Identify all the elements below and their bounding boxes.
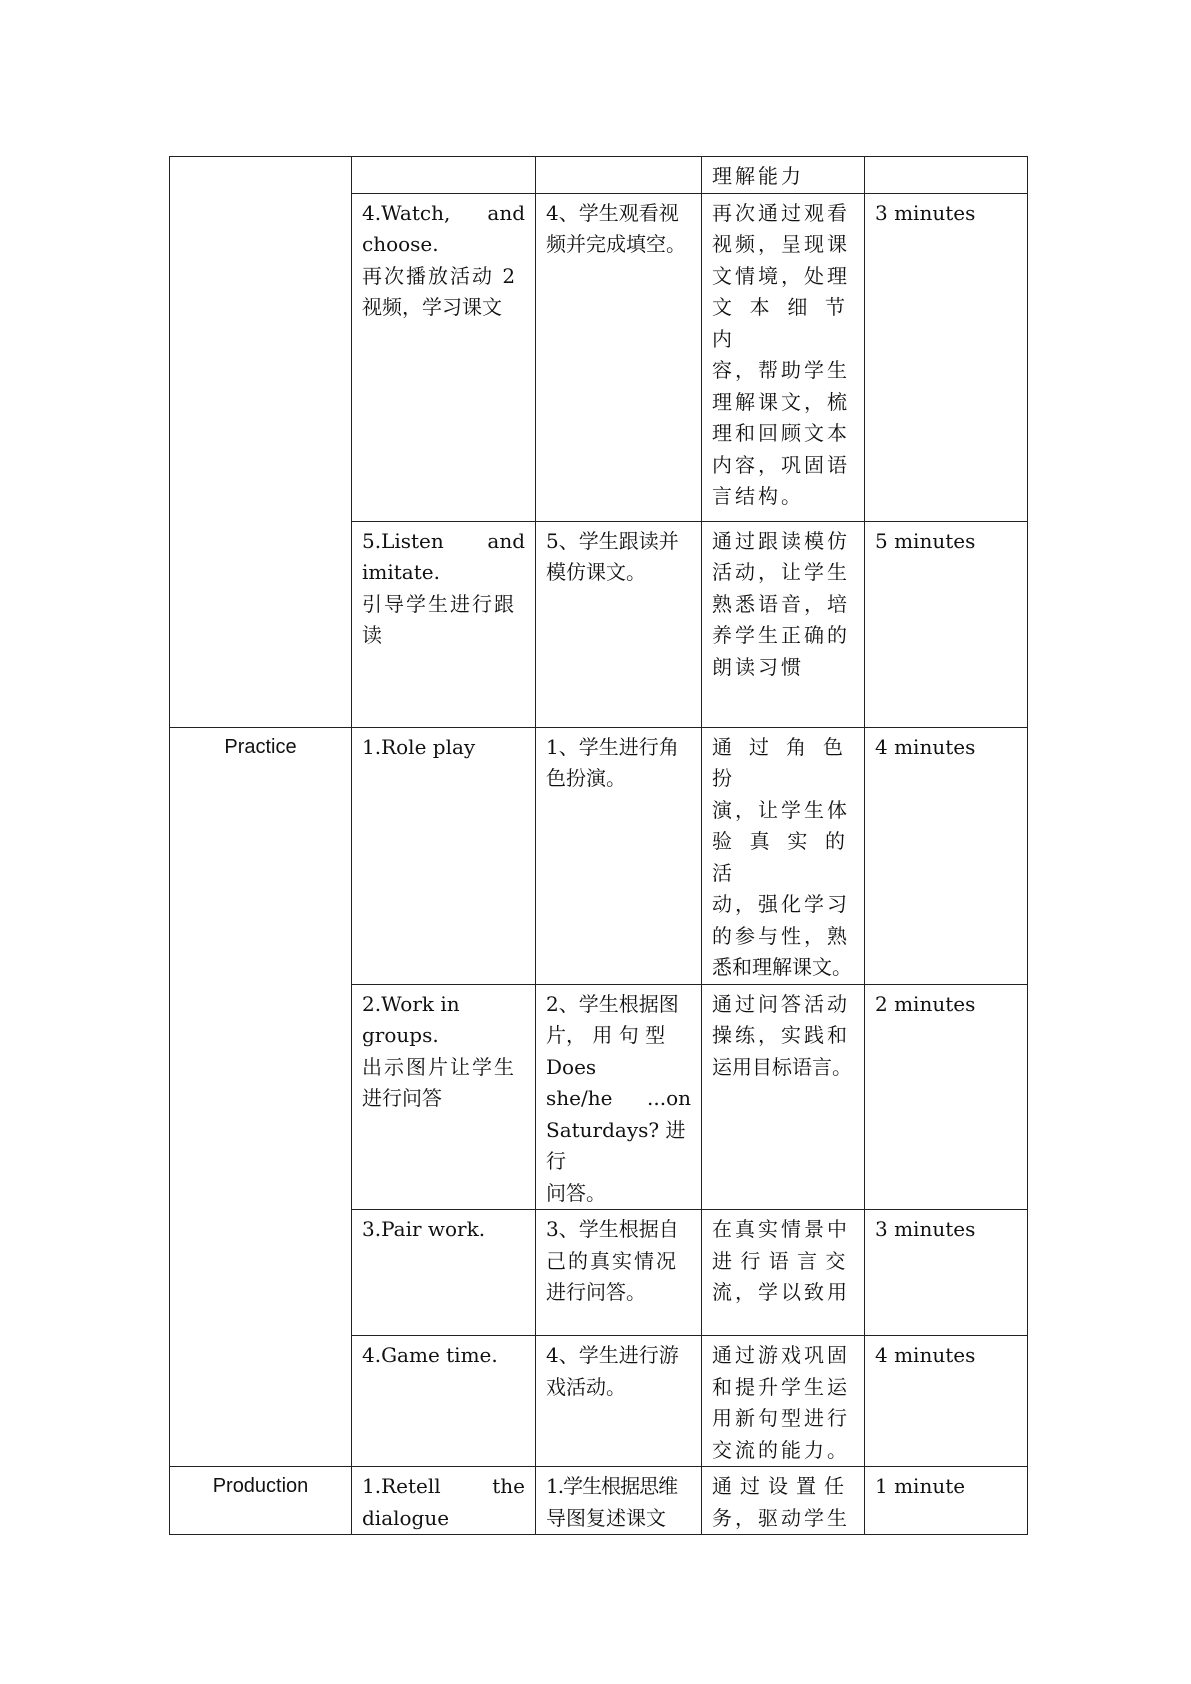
purpose-cell: 通过角色扮 演，让学生体 验真实的活 动，强化学习 的参与性，熟 悉和理解课文。 [702, 727, 865, 984]
activity-cell: 4.Game time. [352, 1336, 536, 1467]
purpose-cell: 再次通过观看 视频，呈现课 文情境，处理 文本细节内 容，帮助学生 理解课文，梳 理和回顾文本 内容，巩固语 言结构。 [702, 193, 865, 521]
stage-label-practice: Practice [170, 727, 352, 1467]
time-cell [865, 157, 1028, 194]
purpose-cell: 通过游戏巩固 和提升学生运 用新句型进行 交流的能力。 [702, 1336, 865, 1467]
student-cell: 3、学生根据自 己的真实情况 进行问答。 [536, 1210, 702, 1336]
student-cell: 1、学生进行角 色扮演。 [536, 727, 702, 984]
time-cell: 1 minute [865, 1467, 1028, 1535]
purpose-cell: 在真实情景中 进 行 语 言 交 流，学以致用 [702, 1210, 865, 1336]
activity-cell: 3.Pair work. [352, 1210, 536, 1336]
activity-cell: 5.Listen and imitate. 引导学生进行跟 读 [352, 521, 536, 727]
table-row [170, 727, 1028, 984]
student-cell: 1.学生根据思维 导图复述课文 [536, 1467, 702, 1535]
purpose-cell: 理解能力 [702, 157, 865, 194]
time-cell: 2 minutes [865, 984, 1028, 1210]
activity-cell: 1.Role play [352, 727, 536, 984]
purpose-cell: 通过设置任 务，驱动学生 [702, 1467, 865, 1535]
activity-cell: 2.Work in groups. 出示图片让学生 进行问答 [352, 984, 536, 1210]
time-cell: 4 minutes [865, 727, 1028, 984]
lesson-plan-table [169, 156, 1028, 1535]
student-cell: 4、学生进行游 戏活动。 [536, 1336, 702, 1467]
activity-cell: 4.Watch, and choose. 再次播放活动 2 视频，学习课文 [352, 193, 536, 521]
purpose-cell: 通过问答活动 操练，实践和 运用目标语言。 [702, 984, 865, 1210]
student-cell [536, 157, 702, 194]
activity-cell: 1.Retell the dialogue [352, 1467, 536, 1535]
time-cell: 5 minutes [865, 521, 1028, 727]
student-cell: 2、学生根据图 片， 用 句 型 Does she/he ...on Saturdays? 进 行 问答。 [536, 984, 702, 1210]
student-cell: 5、学生跟读并 模仿课文。 [536, 521, 702, 727]
time-cell: 3 minutes [865, 1210, 1028, 1336]
purpose-cell: 通过跟读模仿 活动，让学生 熟悉语音，培 养学生正确的 朗读习惯 [702, 521, 865, 727]
time-cell: 4 minutes [865, 1336, 1028, 1467]
table-row [170, 1467, 1028, 1535]
time-cell: 3 minutes [865, 193, 1028, 521]
student-cell: 4、学生观看视 频并完成填空。 [536, 193, 702, 521]
stage-label-production: Production [170, 1467, 352, 1535]
table-row [170, 157, 1028, 194]
activity-cell [352, 157, 536, 194]
stage-cell [170, 157, 352, 728]
